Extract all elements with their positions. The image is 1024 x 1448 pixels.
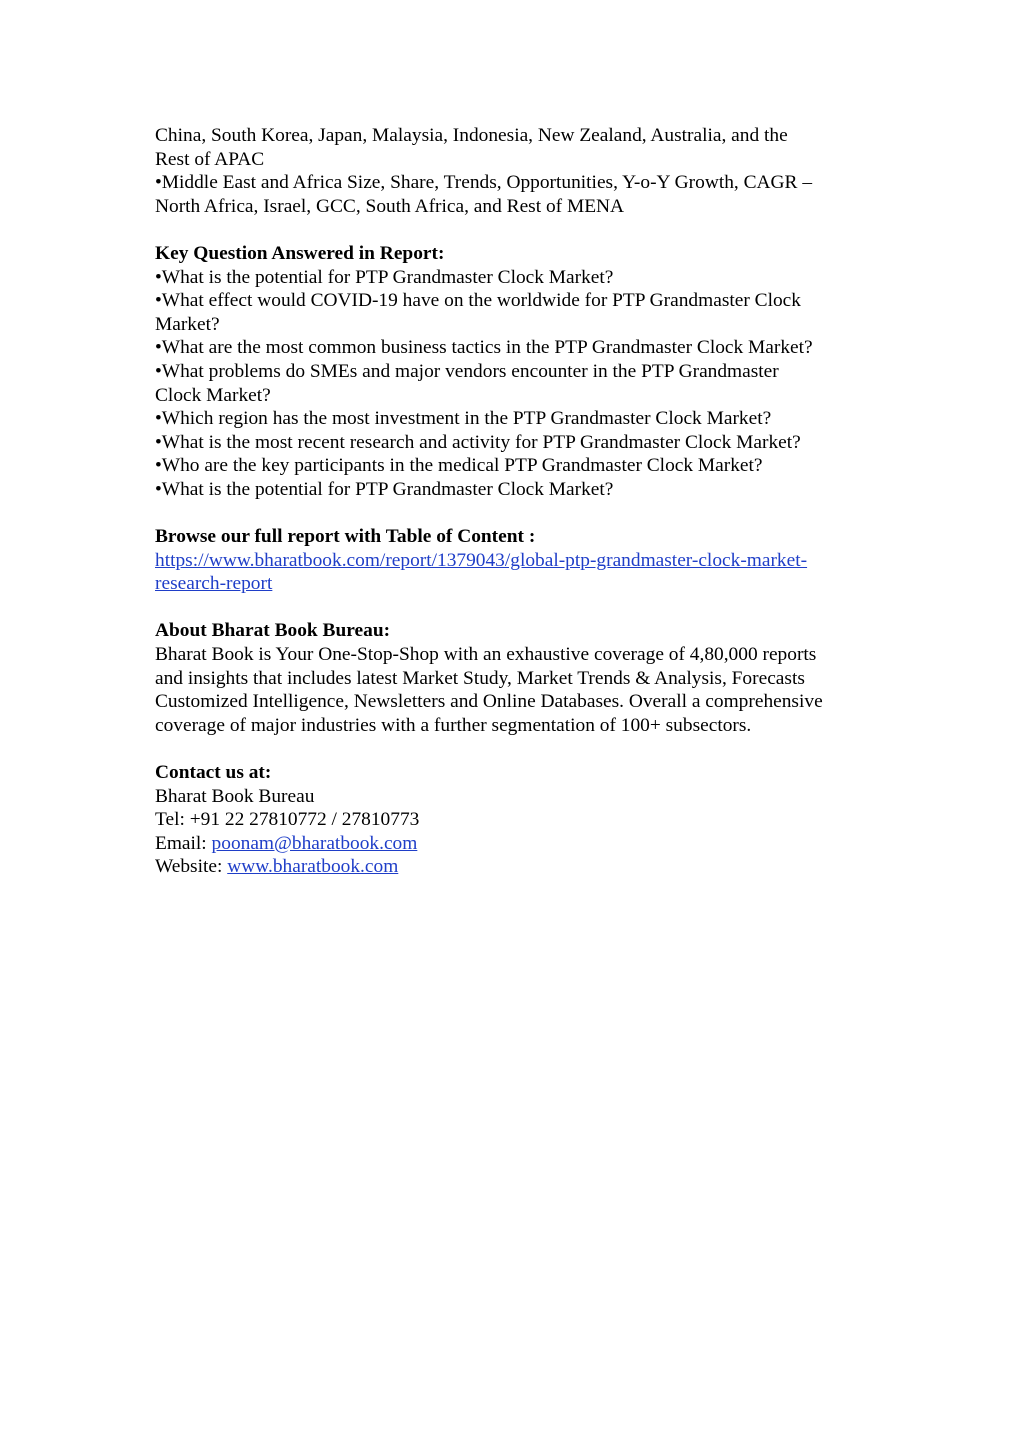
key-question-line: •Which region has the most investment in the PTP Grandmaster Clock Market? [155,408,772,430]
mea-regions-line-2: North Africa, Israel, GCC, South Africa, and Rest of MENA [155,195,625,217]
browse-report-heading: Browse our full report with Table of Content : [155,526,536,548]
website-link[interactable]: www.bharatbook.com [227,856,399,878]
spacer [155,218,890,242]
contact-company: Bharat Book Bureau [155,785,315,807]
report-link-part-2[interactable]: research-report [155,573,273,595]
document-page [155,124,890,879]
about-text-line: and insights that includes latest Market Study, Market Trends & Analysis, Forecasts [155,667,805,689]
report-link-container [155,572,890,596]
contact-email-row [155,832,890,856]
key-question-line: Market? [155,313,220,335]
about-text-line: Customized Intelligence, Newsletters and Online Databases. Overall a comprehensive [155,691,823,713]
spacer [155,737,890,761]
key-question-line: •What are the most common business tactics in the PTP Grandmaster Clock Market? [155,337,813,359]
spacer [155,596,890,620]
report-link-container [155,549,890,573]
apac-regions-line-2: Rest of APAC [155,148,265,170]
key-question-line: •What is the most recent research and activity for PTP Grandmaster Clock Market? [155,431,801,453]
contact-tel: Tel: +91 22 27810772 / 27810773 [155,809,420,831]
key-question-line: •What effect would COVID-19 have on the worldwide for PTP Grandmaster Clock [155,290,801,312]
mea-regions-line-1: •Middle East and Africa Size, Share, Trends, Opportunities, Y-o-Y Growth, CAGR – [155,172,813,194]
email-link[interactable]: poonam@bharatbook.com [211,832,418,854]
about-heading: About Bharat Book Bureau: [155,620,391,642]
key-question-line: •What is the potential for PTP Grandmaster Clock Market? [155,478,614,500]
key-question-line: •What is the potential for PTP Grandmaster Clock Market? [155,266,614,288]
spacer [155,502,890,526]
about-text-line: coverage of major industries with a further segmentation of 100+ subsectors. [155,714,752,736]
about-text-line: Bharat Book is Your One-Stop-Shop with an exhaustive coverage of 4,80,000 reports [155,644,817,666]
contact-website-row [155,855,890,879]
key-question-line: •Who are the key participants in the medical PTP Grandmaster Clock Market? [155,455,763,477]
contact-heading: Contact us at: [155,762,272,784]
key-question-line: Clock Market? [155,384,271,406]
website-label: Website: [155,856,228,878]
email-label: Email: [155,832,212,854]
apac-regions-line-1: China, South Korea, Japan, Malaysia, Indonesia, New Zealand, Australia, and the [155,125,788,146]
report-link-part-1[interactable]: https://www.bharatbook.com/report/1379043/global-ptp-grandmaster-clock-market- [155,549,808,571]
key-question-line: •What problems do SMEs and major vendors encounter in the PTP Grandmaster [155,360,779,382]
key-questions-heading: Key Question Answered in Report: [155,242,445,264]
